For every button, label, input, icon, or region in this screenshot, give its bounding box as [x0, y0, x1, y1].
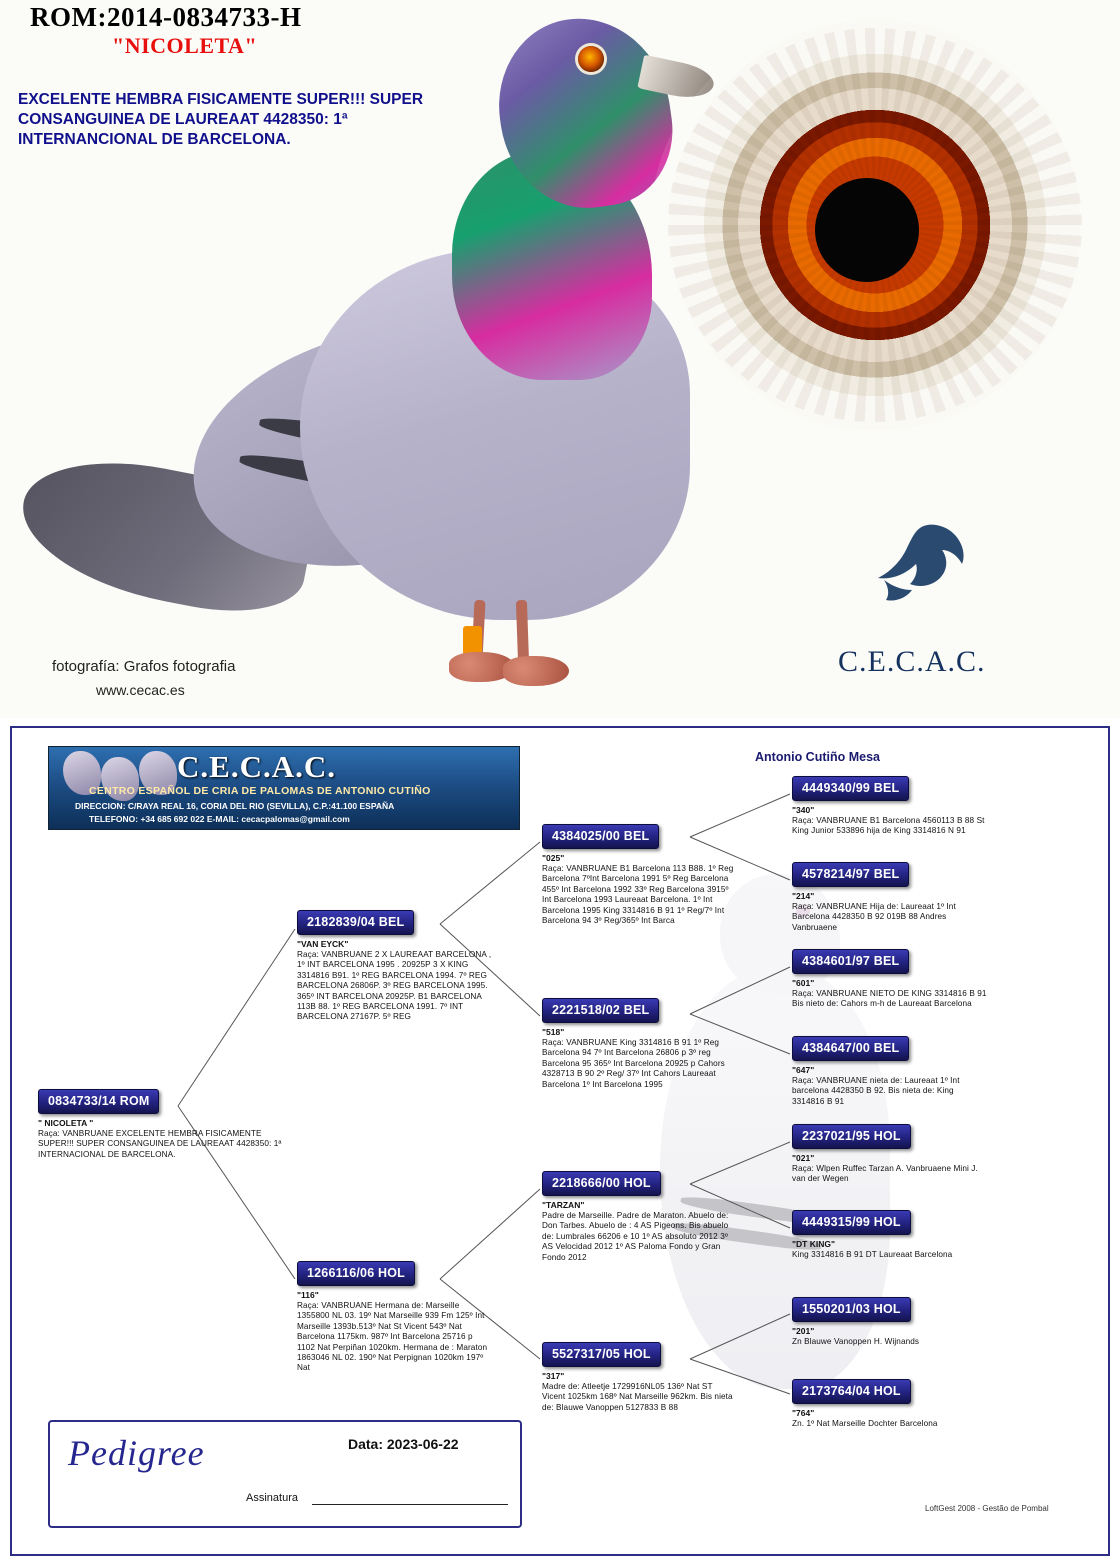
node-gg2-ring[interactable]: 4578214/97 BEL [792, 862, 909, 887]
pigeon-eye [578, 46, 604, 72]
node-sire-sire-nick: "025" [542, 853, 565, 863]
node-gg4-nick: "647" [792, 1065, 815, 1075]
bird-name-title: "NICOLETA" [112, 33, 258, 58]
node-gg5-ring[interactable]: 2237021/95 HOL [792, 1124, 911, 1149]
node-sire-dam[interactable] [542, 998, 737, 1090]
node-sire[interactable] [297, 910, 492, 1023]
node-sire-text: Raça: VANBRUANE 2 X LAUREAAT BARCELONA , 1º INT BARCELONA 1995 . 20925P 3 X KING 3314816 B91. 1º REG BARCELONA 1994. 7º REG BARCELONA 26806P. 3º REG BARCELONA 1995. 365º INT BARCELONA 20925P. B1 BARCELONA 113B 88. 1º REG BARCELONA 1991. 7º INT BARCELONA 27167P. 5º REG [297, 950, 492, 1022]
node-gg1[interactable] [792, 776, 987, 837]
node-sire-nick: "VAN EYCK" [297, 939, 349, 949]
node-gg3-ring[interactable]: 4384601/97 BEL [792, 949, 909, 974]
node-dam-nick: "116" [297, 1290, 319, 1300]
node-gg5-nick: "021" [792, 1153, 815, 1163]
flying-pigeon-logo-icon [862, 520, 972, 620]
pedigree-panel [10, 726, 1110, 1556]
node-gg8-nick: "764" [792, 1408, 815, 1418]
node-dam-sire-nick: "TARZAN" [542, 1200, 585, 1210]
software-note: LoftGest 2008 - Gestão de Pombal [925, 1504, 1049, 1513]
owner-name: Antonio Cutiño Mesa [755, 750, 880, 764]
node-gg1-text: Raça: VANBRUANE B1 Barcelona 4560113 B 88 St King Junior 533896 hija de King 3314816 N 91 [792, 816, 985, 836]
node-dam-dam-ring[interactable]: 5527317/05 HOL [542, 1342, 661, 1367]
signature-line[interactable] [312, 1504, 508, 1505]
node-gg7-text: Zn Blauwe Vanoppen H. Wijnands [792, 1337, 920, 1346]
node-gg8-ring[interactable]: 2173764/04 HOL [792, 1379, 911, 1404]
banner-subtitle: CENTRO ESPAÑOL DE CRIA DE PALOMAS DE ANTONIO CUTIÑO [89, 785, 431, 797]
cecac-banner [48, 746, 520, 830]
node-subject-text: Raça: VANBRUANE EXCELENTE HEMBRA FISICAMENTE SUPER!!! SUPER CONSANGUINEA DE LAUREAAT 4428350: 1ª INTERNACIONAL DE BARCELONA. [38, 1129, 282, 1159]
node-sire-dam-text: Raça: VANBRUANE King 3314816 B 91 1º Reg Barcelona 94 7º Int Barcelona 26806 p 3º reg Barcelona 95 365º Int Barcelona 20925 p Cahors 4328713 B 90 2º Reg/ 37º Int Cahors Laureaat Barcelona 1º Int Barcelona 1995 [542, 1038, 725, 1089]
photo-panel [0, 0, 1120, 718]
node-dam-ring[interactable]: 1266116/06 HOL [297, 1261, 415, 1286]
node-gg5[interactable] [792, 1124, 987, 1185]
node-gg7-nick: "201" [792, 1326, 815, 1336]
node-gg6-ring[interactable]: 4449315/99 HOL [792, 1210, 911, 1235]
node-dam-sire-ring[interactable]: 2218666/00 HOL [542, 1171, 661, 1196]
node-gg6[interactable] [792, 1210, 987, 1260]
node-subject-ring[interactable]: 0834733/14 ROM [38, 1089, 159, 1114]
node-sire-sire-text: Raça: VANBRUANE B1 Barcelona 113 B88. 1º Reg Barcelona 7ºInt Barcelona 1991 5º Reg Barcelona 455º Int Barcelona 1992 33º Reg Barcelona 3915º Int Barcelona 1993 Laureaat Barcelona. 1º Int Barcelona 1995 King 3314816 B 91 1º Reg/7º Int Barcelona 94 3º Reg/365º Int Barca [542, 864, 734, 926]
node-gg4-text: Raça: VANBRUANE nieta de: Laureaat 1º Int barcelona 4428350 B 92. Bis nieta de: King 3314816 B 91 [792, 1076, 960, 1106]
node-subject-nick: " NICOLETA " [38, 1118, 94, 1128]
node-gg1-ring[interactable]: 4449340/99 BEL [792, 776, 909, 801]
node-gg3-text: Raça: VANBRUANE NIETO DE KING 3314816 B 91 Bis nieto de: Cahors m-h de Laureaat Barcelona [792, 989, 987, 1009]
pigeon-leg [516, 600, 529, 664]
website-text: www.cecac.es [96, 682, 185, 698]
pigeon-legs [455, 600, 615, 700]
pedigree-wordmark: Pedigree [68, 1433, 205, 1473]
ring-number-title: ROM:2014-0834733-H [30, 2, 302, 32]
banner-contact: TELEFONO: +34 685 692 022 E-MAIL: cecacpalomas@gmail.com [89, 814, 350, 824]
node-gg5-text: Raça: Wlpen Ruffec Tarzan A. Vanbruaene Mini J. van der Wegen [792, 1164, 978, 1184]
node-gg8[interactable] [792, 1379, 987, 1429]
node-gg2-nick: "214" [792, 891, 815, 901]
banner-address: DIRECCION: C/RAYA REAL 16, CORIA DEL RIO (SEVILLA), C.P.:41.100 ESPAÑA [75, 801, 395, 811]
node-sire-dam-nick: "518" [542, 1027, 565, 1037]
node-dam-text: Raça: VANBRUANE Hermana de: Marseille 1355800 NL 03. 19º Nat Marseille 939 Fm 125º Int Marseille 1393b.513º Nat St Vicent 543º Nat Barcelona 1175km. 987º Int Barcelona 25716 p 1102 Nat Perpiñan 1020km. Hermana de : Maraton 1863046 NL 02. 190º Nat Perpignan 1020km 197º Nat [297, 1301, 488, 1373]
cecac-logo-text: C.E.C.A.C. [838, 645, 986, 678]
photo-credit: fotografía: Grafos fotografia [52, 658, 236, 675]
node-dam-dam-nick: "317" [542, 1371, 565, 1381]
node-sire-ring[interactable]: 2182839/04 BEL [297, 910, 414, 935]
node-gg3-nick: "601" [792, 978, 815, 988]
node-gg2[interactable] [792, 862, 987, 933]
node-dam-dam[interactable] [542, 1342, 737, 1413]
node-subject[interactable] [38, 1089, 293, 1160]
node-gg1-nick: "340" [792, 805, 815, 815]
node-gg7[interactable] [792, 1297, 987, 1347]
pedigree-date: Data: 2023-06-22 [348, 1436, 459, 1452]
node-gg6-text: King 3314816 B 91 DT Laureaat Barcelona [792, 1250, 953, 1259]
node-dam-sire-text: Padre de Marseille. Padre de Maraton. Abuelo de: Don Tarbes. Abuelo de : 4 AS Pigeons. Bis abuelo de: Lumbrales 66206 e 10 1º AS absoluto 2012 3º AS Velocidad 2012 1º AS Paloma Fondo y Gran Fondo 2012 [542, 1211, 729, 1262]
node-gg7-ring[interactable]: 1550201/03 HOL [792, 1297, 911, 1322]
pedigree-signature-box [48, 1420, 522, 1528]
node-gg6-nick: "DT KING" [792, 1239, 836, 1249]
pigeon-foot [503, 656, 569, 686]
node-gg3[interactable] [792, 949, 987, 1010]
node-sire-dam-ring[interactable]: 2221518/02 BEL [542, 998, 659, 1023]
node-sire-sire[interactable] [542, 824, 737, 926]
node-sire-sire-ring[interactable]: 4384025/00 BEL [542, 824, 659, 849]
node-gg8-text: Zn. 1º Nat Marseille Dochter Barcelona [792, 1419, 938, 1428]
signature-label: Assinatura [246, 1492, 298, 1504]
eye-pupil [815, 178, 919, 282]
node-dam[interactable] [297, 1261, 492, 1374]
node-gg4-ring[interactable]: 4384647/00 BEL [792, 1036, 909, 1061]
photo-description: EXCELENTE HEMBRA FISICAMENTE SUPER!!! SUPER CONSANGUINEA DE LAUREAAT 4428350: 1ª INTERNANCIONAL DE BARCELONA. [18, 91, 424, 148]
node-gg4[interactable] [792, 1036, 987, 1107]
node-dam-dam-text: Madre de: Atleetje 1729916NL05 136º Nat ST Vicent 1025km 168º Nat Marseille 962km. Bis nieta de: Blauwe Vanoppen 5127833 B 88 [542, 1382, 733, 1412]
node-gg2-text: Raça: VANBRUANE Hija de: Laureaat 1º Int Barcelona 4428350 B 92 019B 88 Andres Vanbruaene [792, 902, 956, 932]
node-dam-sire[interactable] [542, 1171, 737, 1263]
banner-title: C.E.C.A.C. [177, 749, 336, 784]
